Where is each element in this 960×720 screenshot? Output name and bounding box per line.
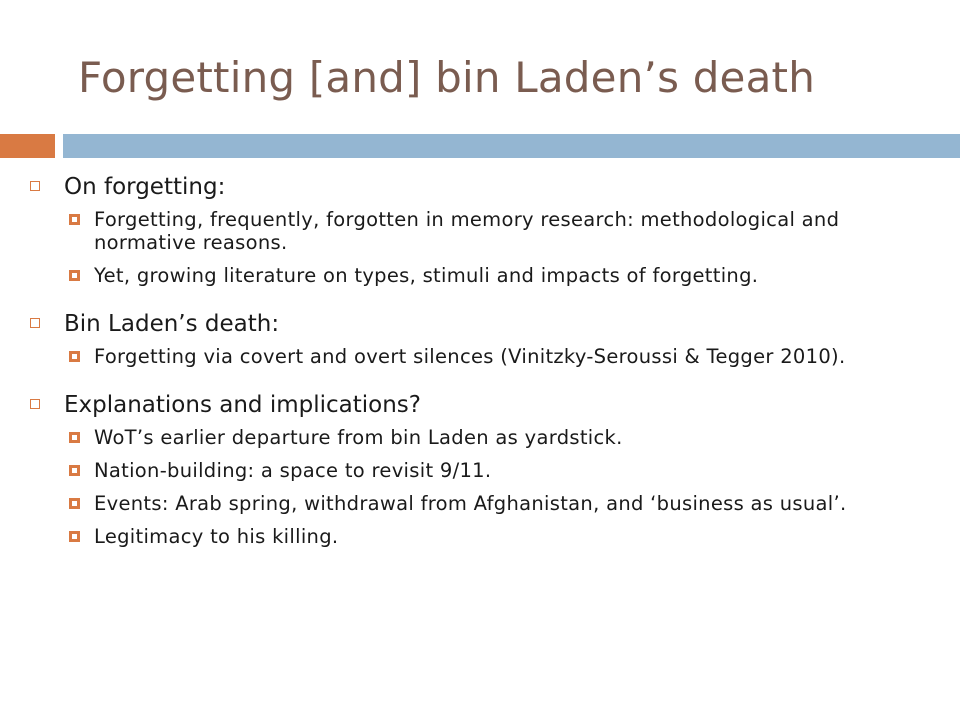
section-heading: Bin Laden’s death:	[64, 311, 280, 337]
section-heading: Explanations and implications?	[64, 392, 421, 418]
framed-square-bullet-icon	[69, 270, 80, 281]
bullet-level2	[28, 264, 928, 287]
bullet-level1	[28, 172, 928, 202]
bullet-text: Legitimacy to his killing.	[94, 525, 339, 548]
bullet-text: Events: Arab spring, withdrawal from Afghanistan, and ‘business as usual’.	[94, 492, 847, 515]
slide-title: Forgetting [and] bin Laden’s death	[78, 53, 816, 102]
section-bin-laden-death	[28, 309, 928, 368]
section-on-forgetting	[28, 172, 928, 287]
bullet-text: Forgetting via covert and overt silences (Vinitzky-Seroussi & Tegger 2010).	[94, 345, 846, 368]
bullet-text: WoT’s earlier departure from bin Laden as yardstick.	[94, 426, 623, 449]
bullet-level2	[28, 426, 928, 449]
section-heading: On forgetting:	[64, 174, 226, 200]
hollow-square-bullet-icon	[30, 181, 40, 191]
bullet-text: Forgetting, frequently, forgotten in memory research: methodological and normative reasons.	[94, 208, 840, 254]
bullet-level1	[28, 309, 928, 339]
bullet-level2	[28, 492, 928, 515]
bullet-level2	[28, 345, 928, 368]
framed-square-bullet-icon	[69, 498, 80, 509]
framed-square-bullet-icon	[69, 432, 80, 443]
accent-bar-orange	[0, 134, 55, 158]
bullet-level2	[28, 208, 928, 254]
accent-bar-blue	[63, 134, 960, 158]
bullet-text: Yet, growing literature on types, stimuli and impacts of forgetting.	[94, 264, 759, 287]
bullet-text: Nation-building: a space to revisit 9/11.	[94, 459, 492, 482]
framed-square-bullet-icon	[69, 351, 80, 362]
bullet-level2	[28, 459, 928, 482]
section-explanations	[28, 390, 928, 548]
hollow-square-bullet-icon	[30, 399, 40, 409]
framed-square-bullet-icon	[69, 214, 80, 225]
bullet-level2	[28, 525, 928, 548]
hollow-square-bullet-icon	[30, 318, 40, 328]
slide-content	[28, 172, 928, 570]
framed-square-bullet-icon	[69, 465, 80, 476]
bullet-level1	[28, 390, 928, 420]
framed-square-bullet-icon	[69, 531, 80, 542]
